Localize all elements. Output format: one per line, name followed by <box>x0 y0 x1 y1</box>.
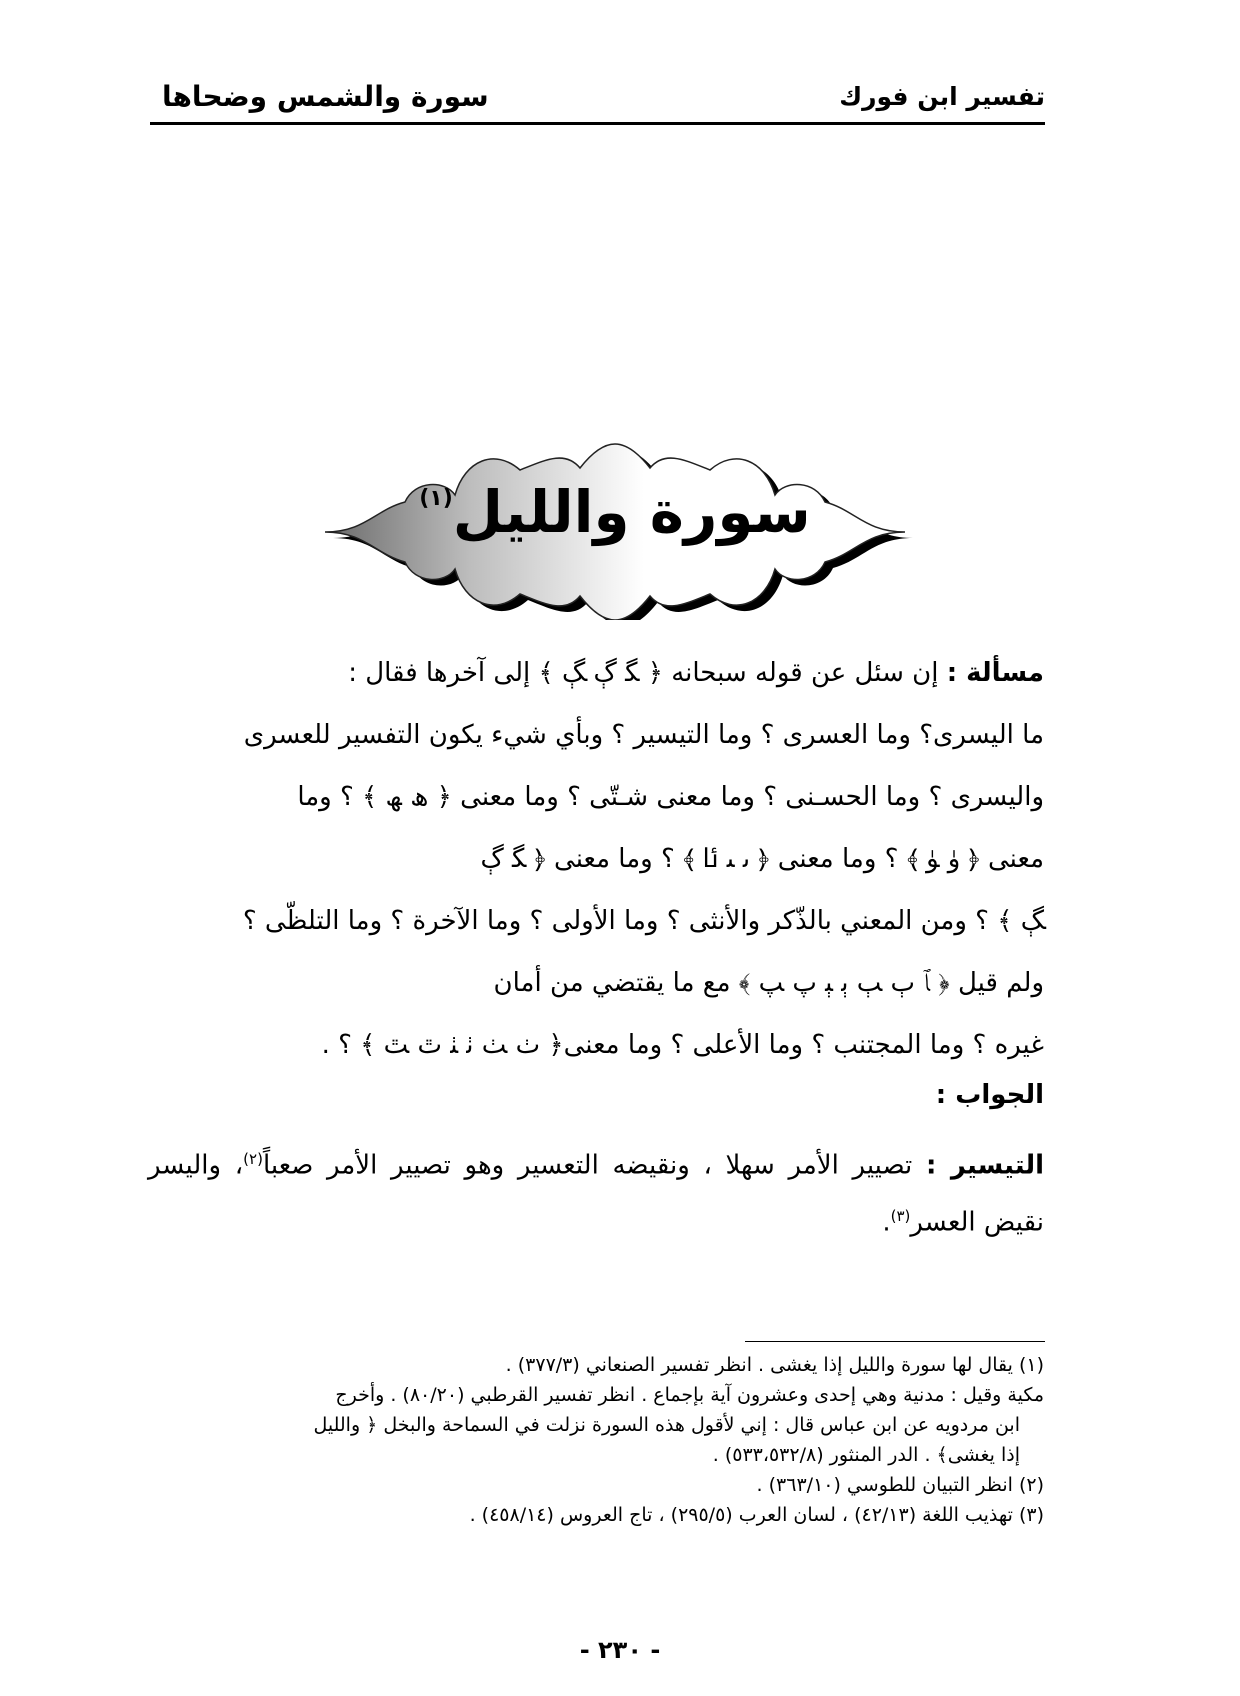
question-line-6: ولم قيل ﴿ ﭑ ﭒ ﭓ ﭔ ﭕ ﭖ ﭗ ﴾ مع ما يقتضي من أمان <box>493 968 1044 998</box>
taysir-text-3: ، واليسر نقيض العسر <box>148 1150 1044 1238</box>
running-header <box>150 78 1045 125</box>
footnote-separator <box>745 1341 1045 1342</box>
footnote-ref-2: (٢) <box>243 1150 263 1168</box>
question-line-4: معنى ﴿ ﯛ ﯜ ﴾ ؟ وما معنى ﴿ ﯨ ﯩ ﯪ ﴾ ؟ وما معنى ﴿ ﮕ ﮖ <box>480 844 1044 874</box>
taysir-paragraph <box>148 1134 1044 1247</box>
footnote-1-cont: مكية وقيل : مدنية وهي إحدى وعشرون آية بإجماع . انظر تفسير القرطبي (٨٠/٢٠) . وأخرج <box>335 1384 1044 1406</box>
footnote-3: (٣) تهذيب اللغة (٤٢/١٣) ، لسان العرب (٢٩٥/٥) ، تاج العروس (٤٥٨/١٤) . <box>469 1504 1044 1526</box>
footnotes <box>148 1350 1044 1530</box>
running-surah-title: سورة والشمس وضحاها <box>162 80 489 113</box>
book-title: تفسير ابن فورك <box>839 82 1045 111</box>
question-line-1 <box>148 642 1044 704</box>
question-text: إن سئل عن قوله سبحانه ﴿ ﮕ ﮖ ﮗ ﴾ إلى آخرها فقال : <box>348 658 939 688</box>
taysir-text-2: صعباً <box>262 1150 314 1181</box>
question-line-7: غيره ؟ وما المجتنب ؟ وما الأعلى ؟ وما معنى﴿ ﭞ ﭟ ﭠ ﭡ ﭢ ﭣ ﴾ ؟ . <box>321 1030 1044 1060</box>
question-line-3: واليسرى ؟ وما الحسـنى ؟ وما معنى شـتّى ؟ وما معنى ﴿ ﮪ ﮫ ﴾ ؟ وما <box>297 782 1044 812</box>
footnote-ref-1: (١) <box>419 486 453 511</box>
footnote-1-cont-2: ابن مردويه عن ابن عباس قال : إني لأقول هذه السورة نزلت في السماحة والبخل ﴿ والليل <box>313 1414 1020 1436</box>
question-section <box>148 642 1044 1076</box>
footnote-1: (١) يقال لها سورة والليل إذا يغشى . انظر تفسير الصنعاني (٣٧٧/٣) . <box>505 1354 1044 1376</box>
question-label: مسألة : <box>946 658 1044 688</box>
page-number: - ٢٣٠ - <box>579 1636 661 1664</box>
question-line-2: ما اليسرى؟ وما العسرى ؟ وما التيسير ؟ وبأي شيء يكون التفسير للعسرى <box>243 720 1044 750</box>
surah-title <box>305 478 925 546</box>
surah-title-banner <box>305 440 925 620</box>
taysir-text-1: تصيير الأمر سهلا ، ونقيضه التعسير وهو تصيير الأمر <box>327 1150 913 1181</box>
footnote-1-cont-3: إذا يغشى﴾ . الدر المنثور (٥٣٣،٥٣٢/٨) . <box>712 1444 1020 1466</box>
surah-title-text: سورة والليل <box>452 478 811 546</box>
question-line-5: ﮗ ﴾ ؟ ومن المعني بالذّكر والأنثى ؟ وما الأولى ؟ وما الآخرة ؟ وما التلظّى ؟ <box>242 906 1044 936</box>
footnote-ref-3: (٣) <box>890 1206 911 1225</box>
taysir-term: التيسير : <box>925 1150 1044 1181</box>
answer-heading: الجواب : <box>935 1080 1044 1110</box>
taysir-text-4: . <box>882 1207 891 1238</box>
footnote-2: (٢) انظر التبيان للطوسي (٣٦٣/١٠) . <box>756 1474 1044 1496</box>
